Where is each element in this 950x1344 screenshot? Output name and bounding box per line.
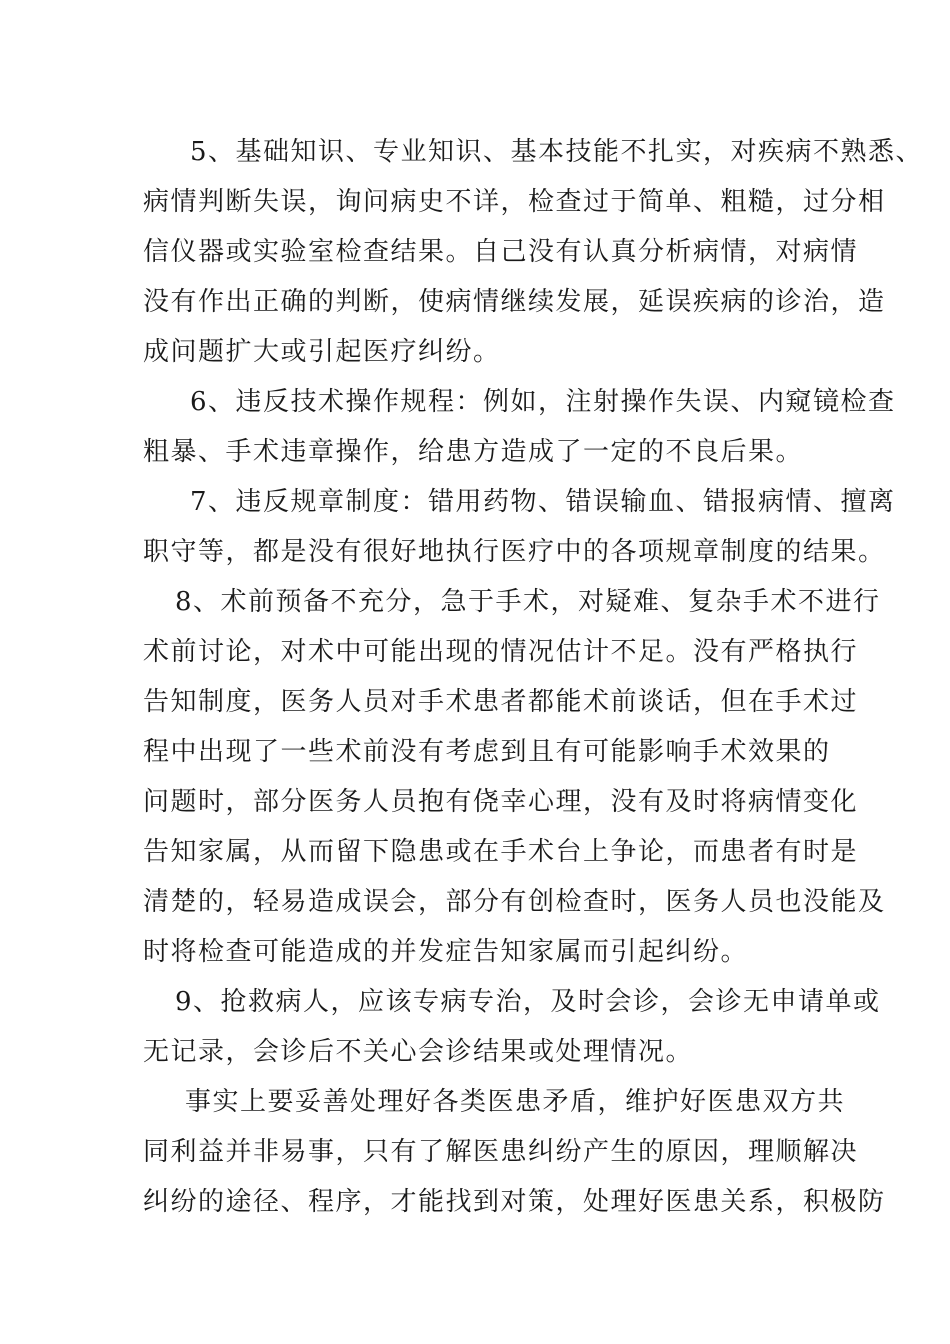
- paragraph-8-line-7: [0, 877, 950, 927]
- paragraph-7-line-1: [0, 477, 950, 527]
- text-line: 信仪器或实验室检查结果。自己没有认真分析病情，对病情: [143, 237, 859, 267]
- text-line: 问题时，部分医务人员抱有侥幸心理，没有及时将病情变化: [143, 787, 859, 817]
- paragraph-8-line-4: [0, 727, 950, 777]
- paragraph-5-line-2: [0, 177, 950, 227]
- paragraph-5-line-1: [0, 127, 950, 177]
- paragraph-8-line-5: [0, 777, 950, 827]
- text-line: 病情判断失误，询问病史不详，检查过于简单、粗糙，过分相: [143, 187, 886, 217]
- text-line: 成问题扩大或引起医疗纠纷。: [143, 337, 501, 367]
- paragraph-8-line-8: [0, 927, 950, 977]
- text-line: 纠纷的途径、程序，才能找到对策，处理好医患关系，积极防: [143, 1187, 886, 1217]
- paragraph-5-line-5: [0, 327, 950, 377]
- paragraph-9-line-1: [0, 977, 950, 1027]
- text-line: 程中出现了一些术前没有考虑到且有可能影响手术效果的: [143, 737, 831, 767]
- paragraph-6-line-1: [0, 377, 950, 427]
- text-line: 事实上要妥善处理好各类医患矛盾，维护好医患双方共: [185, 1087, 846, 1117]
- text-line: 5、基础知识、专业知识、基本技能不扎实，对疾病不熟悉、: [190, 137, 924, 167]
- paragraph-10-line-1: [0, 1077, 950, 1127]
- text-line: 职守等，都是没有很好地执行医疗中的各项规章制度的结果。: [143, 537, 886, 567]
- text-line: 8、术前预备不充分，急于手术，对疑难、复杂手术不进行: [175, 587, 881, 617]
- text-line: 术前讨论，对术中可能出现的情况估计不足。没有严格执行: [143, 637, 859, 667]
- paragraph-5-line-3: [0, 227, 950, 277]
- text-line: 6、违反技术操作规程：例如，注射操作失误、内窥镜检查: [190, 387, 896, 417]
- text-line: 无记录，会诊后不关心会诊结果或处理情况。: [143, 1037, 694, 1067]
- paragraph-8-line-6: [0, 827, 950, 877]
- text-line: 粗暴、手术违章操作，给患方造成了一定的不良后果。: [143, 437, 804, 467]
- paragraph-6-line-2: [0, 427, 950, 477]
- paragraph-8-line-1: [0, 577, 950, 627]
- text-line: 清楚的，轻易造成误会，部分有创检查时，医务人员也没能及: [143, 887, 886, 917]
- text-line: 同利益并非易事，只有了解医患纠纷产生的原因，理顺解决: [143, 1137, 859, 1167]
- paragraph-5-line-4: [0, 277, 950, 327]
- paragraph-7-line-2: [0, 527, 950, 577]
- text-line: 7、违反规章制度：错用药物、错误输血、错报病情、擅离: [190, 487, 896, 517]
- paragraph-8-line-3: [0, 677, 950, 727]
- paragraph-10-line-3: [0, 1177, 950, 1227]
- text-line: 9、抢救病人，应该专病专治，及时会诊，会诊无申请单或: [175, 987, 881, 1017]
- text-line: 没有作出正确的判断，使病情继续发展，延误疾病的诊治，造: [143, 287, 886, 317]
- paragraph-10-line-2: [0, 1127, 950, 1177]
- text-line: 告知家属，从而留下隐患或在手术台上争论，而患者有时是: [143, 837, 859, 867]
- text-line: 时将检查可能造成的并发症告知家属而引起纠纷。: [143, 937, 749, 967]
- text-line: 告知制度，医务人员对手术患者都能术前谈话，但在手术过: [143, 687, 859, 717]
- paragraph-9-line-2: [0, 1027, 950, 1077]
- paragraph-8-line-2: [0, 627, 950, 677]
